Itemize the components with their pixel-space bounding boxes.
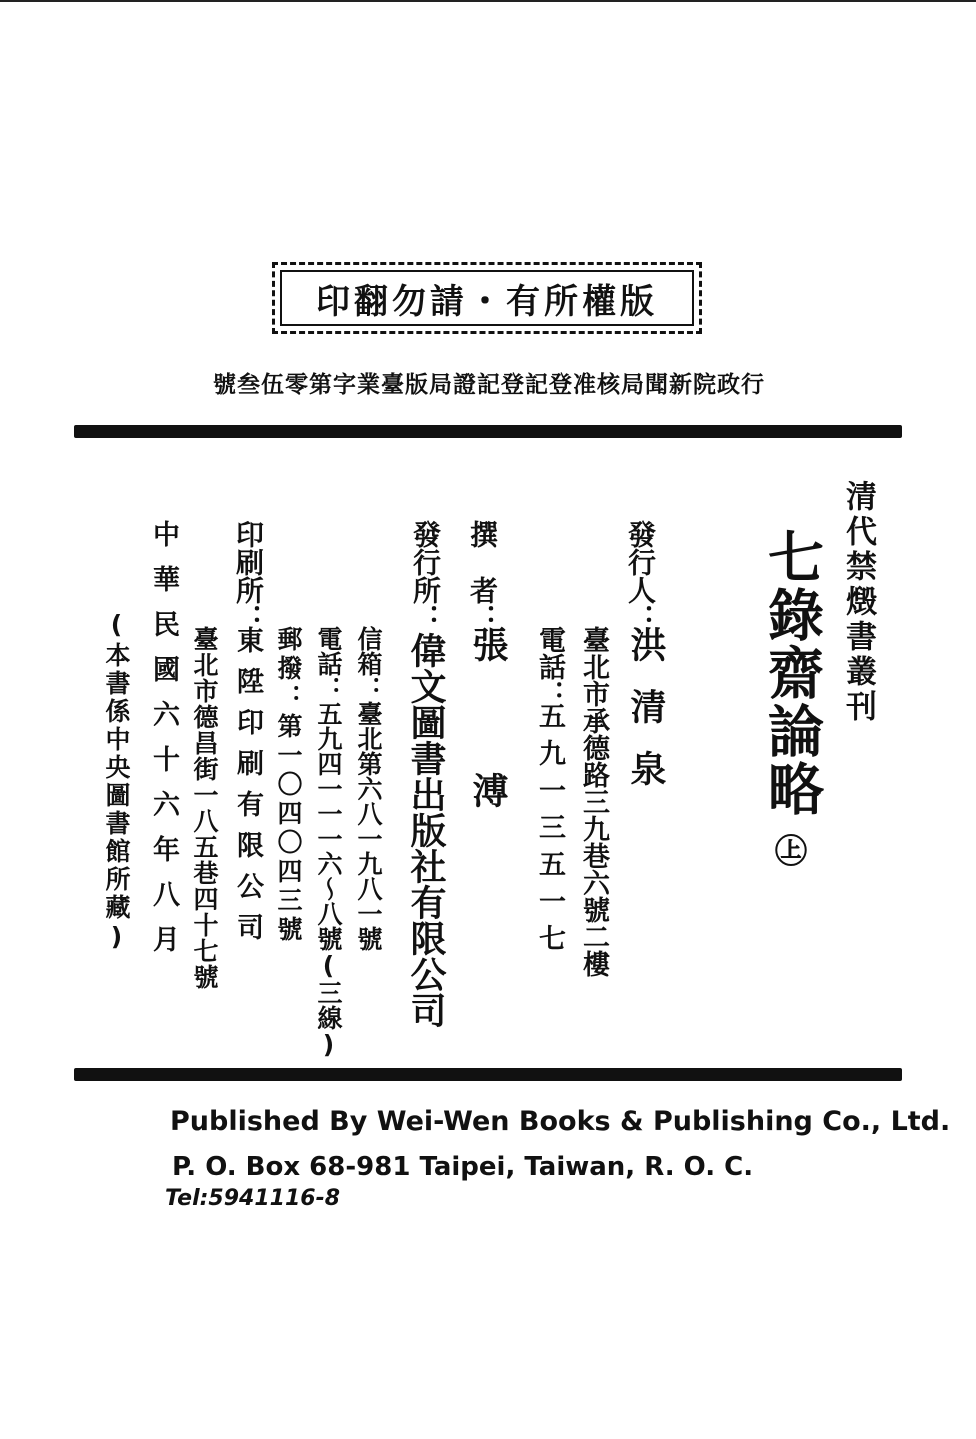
book-title: 七錄齋論略 bbox=[759, 528, 825, 818]
publisher-label: 發行人： bbox=[624, 520, 657, 632]
english-phone-line: Tel:5941116-8 bbox=[165, 1186, 341, 1211]
issuer-postal-account: 郵撥：第一〇四〇四三號 bbox=[274, 626, 303, 945]
printer-label: 印刷所： bbox=[232, 520, 265, 632]
printer-name: 東陞印刷有限公司 bbox=[232, 626, 263, 954]
publisher-address: 臺北市承德路三九巷六號二樓 bbox=[578, 626, 609, 977]
author-name: 張溥 bbox=[467, 626, 508, 918]
upper-divider bbox=[74, 425, 902, 438]
volume-mark: ㊤ bbox=[770, 834, 808, 866]
lower-divider bbox=[74, 1068, 902, 1081]
publisher-phone: 五九一三五一七 bbox=[534, 702, 565, 961]
registration-line: 號叁伍零第字業臺版局證記登記登准核局聞新院政行 bbox=[213, 372, 765, 398]
copyright-notice-box bbox=[272, 262, 702, 334]
issuer-name: 偉文圖書出版社有限公司 bbox=[405, 632, 446, 1028]
top-border bbox=[0, 0, 976, 2]
author-label: 撰 者： bbox=[466, 520, 499, 632]
english-address-line: P. O. Box 68-981 Taipei, Taiwan, R. O. C. bbox=[172, 1152, 754, 1182]
issuer-pobox: 信箱：臺北第六八一九八一號 bbox=[354, 626, 383, 951]
publisher-phone-label: 電話： bbox=[534, 626, 565, 707]
english-publisher-line: Published By Wei-Wen Books & Publishing Co., Ltd. bbox=[170, 1106, 951, 1137]
issuer-label: 發行所： bbox=[409, 520, 442, 632]
publisher-name: 洪清泉 bbox=[625, 626, 666, 812]
issuer-phone: 電話：五九四一一一六〜八號(三線) bbox=[314, 626, 343, 1059]
printer-address: 臺北市德昌街一八五巷四十七號 bbox=[190, 626, 219, 990]
copyright-notice: 印翻勿請・有所權版 bbox=[316, 281, 658, 322]
series-title: 清代禁燬書叢刊 bbox=[840, 480, 876, 725]
publication-date: 中華民國六十六年八月 bbox=[148, 520, 179, 970]
collection-note: (本書係中央圖書館所藏) bbox=[102, 610, 131, 954]
